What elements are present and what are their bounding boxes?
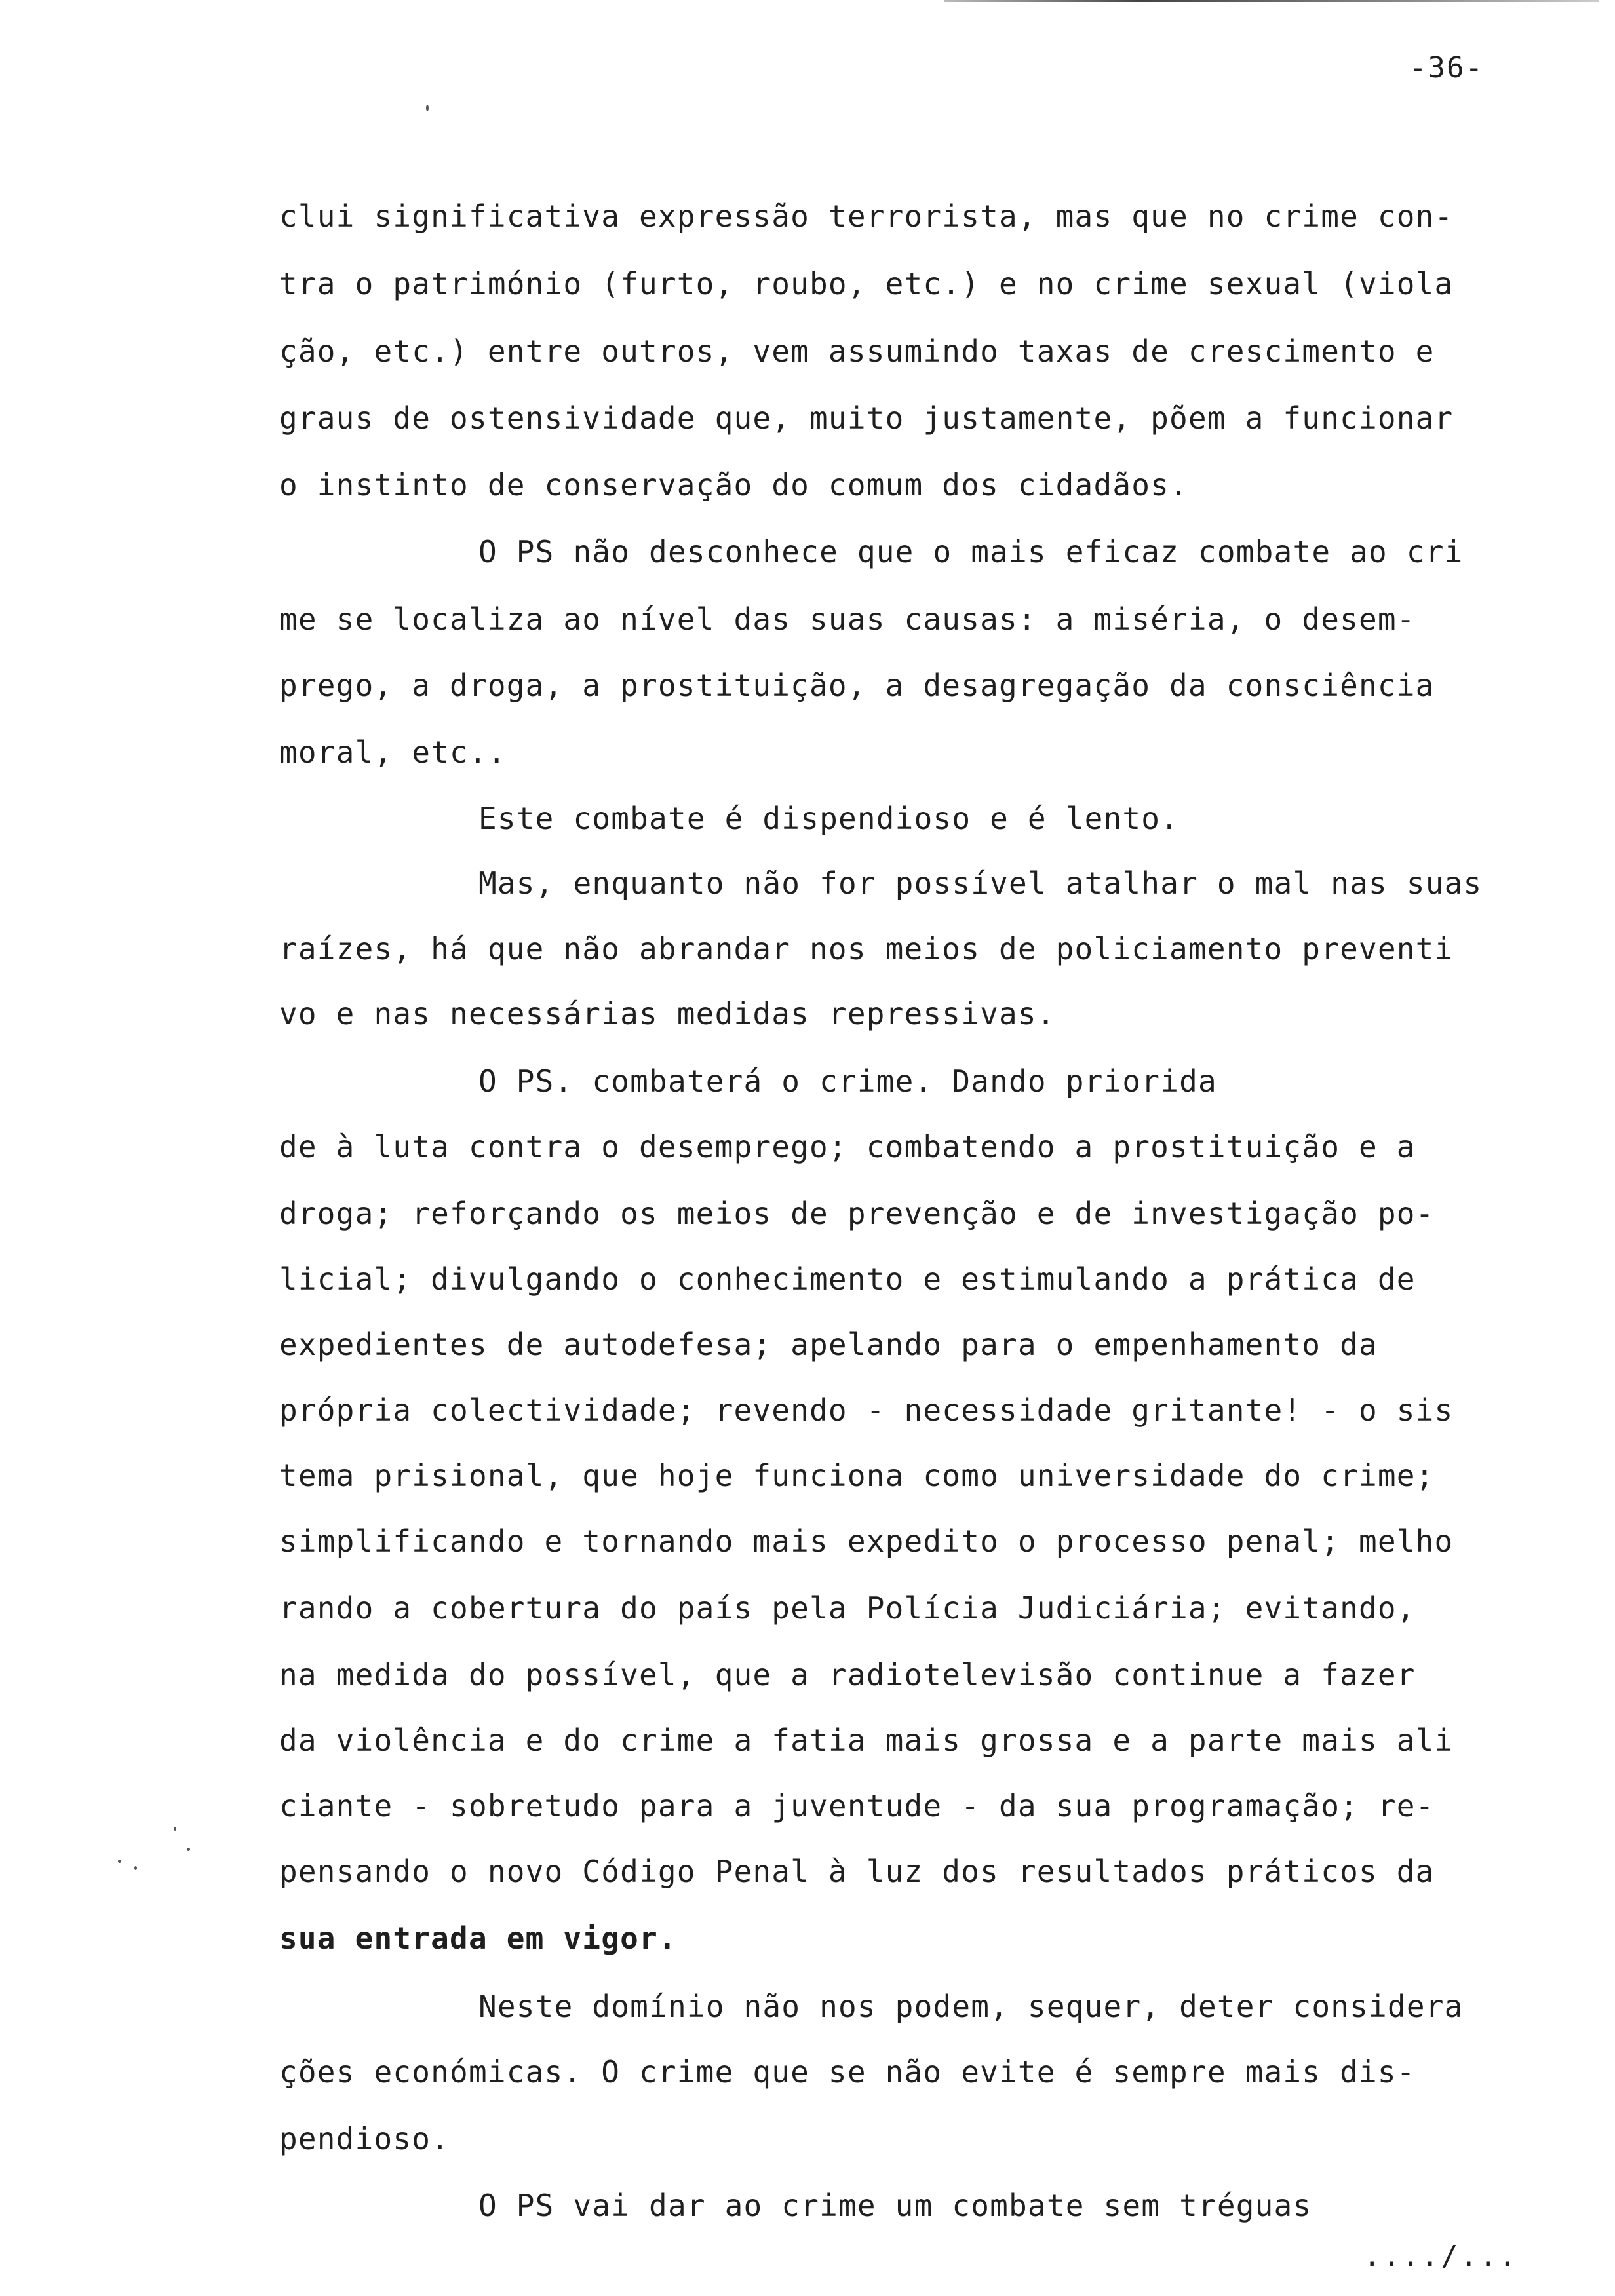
text-line: sua entrada em vigor. bbox=[279, 1921, 677, 1956]
paragraph-start: Este combate é dispendioso e é lento. bbox=[478, 801, 1180, 836]
text-line: licial; divulgando o conhecimento e estimulando a prática de bbox=[279, 1261, 1416, 1297]
text-line: de à luta contra o desemprego; combatendo a prostituição e a bbox=[279, 1129, 1416, 1164]
scan-speck bbox=[187, 1848, 190, 1851]
text-line: me se localiza ao nível das suas causas: a miséria, o desem- bbox=[279, 602, 1416, 637]
scan-speck bbox=[426, 105, 429, 111]
text-line: prego, a droga, a prostituição, a desagregação da consciência bbox=[279, 668, 1435, 703]
paragraph-start: O PS. combaterá o crime. Dando priorida bbox=[478, 1063, 1217, 1099]
text-line: própria colectividade; revendo - necessidade gritante! - o sis bbox=[279, 1392, 1454, 1428]
scan-speck bbox=[118, 1860, 121, 1863]
text-line: o instinto de conservação do comum dos cidadãos. bbox=[279, 467, 1188, 503]
text-line: ção, etc.) entre outros, vem assumindo taxas de crescimento e bbox=[279, 334, 1435, 369]
text-line: ciante - sobretudo para a juventude - da sua programação; re- bbox=[279, 1788, 1435, 1824]
paragraph-start: O PS vai dar ao crime um combate sem tréguas bbox=[478, 2188, 1312, 2223]
page-number: -36- bbox=[1409, 51, 1484, 85]
text-line: clui significativa expressão terrorista, mas que no crime con- bbox=[279, 199, 1454, 234]
text-line: simplificando e tornando mais expedito o processo penal; melho bbox=[279, 1523, 1454, 1559]
text-line: ções económicas. O crime que se não evite é sempre mais dis- bbox=[279, 2054, 1416, 2090]
text-line: droga; reforçando os meios de prevenção e de investigação po- bbox=[279, 1196, 1435, 1231]
text-line: rando a cobertura do país pela Polícia Judiciária; evitando, bbox=[279, 1590, 1416, 1626]
text-line: na medida do possível, que a radiotelevisão continue a fazer bbox=[279, 1657, 1416, 1693]
paragraph-start: O PS não desconhece que o mais eficaz combate ao cri bbox=[478, 534, 1464, 569]
text-line: moral, etc.. bbox=[279, 735, 507, 770]
text-line: pensando o novo Código Penal à luz dos resultados práticos da bbox=[279, 1854, 1435, 1889]
text-line: raízes, há que não abrandar nos meios de policiamento preventi bbox=[279, 931, 1454, 966]
text-line: tra o património (furto, roubo, etc.) e no crime sexual (viola bbox=[279, 266, 1454, 301]
text-line: vo e nas necessárias medidas repressivas. bbox=[279, 996, 1056, 1031]
text-line: expedientes de autodefesa; apelando para o empenhamento da bbox=[279, 1327, 1378, 1362]
paragraph-start: Neste domínio não nos podem, sequer, deter considera bbox=[478, 1989, 1464, 2024]
scan-speck bbox=[134, 1866, 137, 1870]
text-line: graus de ostensividade que, muito justamente, põem a funcionar bbox=[279, 400, 1454, 436]
scan-speck bbox=[174, 1827, 176, 1831]
text-line: pendioso. bbox=[279, 2121, 450, 2156]
scan-edge-line bbox=[944, 0, 1599, 2]
continuation-mark: ..../... bbox=[1363, 2240, 1518, 2273]
paragraph-start: Mas, enquanto não for possível atalhar o mal nas suas bbox=[478, 866, 1483, 901]
text-line: tema prisional, que hoje funciona como universidade do crime; bbox=[279, 1458, 1435, 1493]
text-line: da violência e do crime a fatia mais grossa e a parte mais ali bbox=[279, 1723, 1454, 1758]
